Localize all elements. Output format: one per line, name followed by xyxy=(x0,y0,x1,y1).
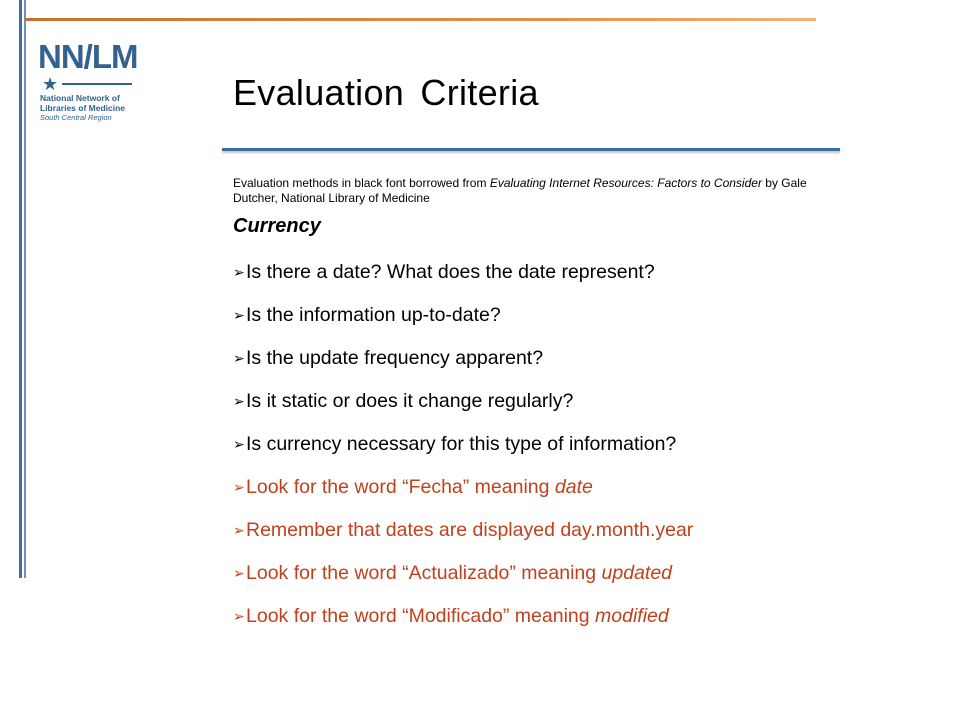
list-item-main: Look for the word “Fecha” meaning xyxy=(246,476,555,498)
logo-bar xyxy=(62,83,132,85)
list-item xyxy=(233,430,853,473)
arrow-bullet-icon: ➢ xyxy=(233,608,245,624)
list-item xyxy=(233,344,853,387)
source-credit xyxy=(233,176,843,206)
top-accent-line xyxy=(26,18,816,21)
list-item-text: Is the information up-to-date? xyxy=(246,304,501,326)
list-item-main: Look for the word “Modificado” meaning xyxy=(246,605,596,627)
logo-star-row xyxy=(38,75,148,93)
arrow-bullet-icon: ➢ xyxy=(233,436,245,452)
list-item-main: Look for the word “Actualizado” meaning xyxy=(246,562,602,584)
list-item-highlight xyxy=(233,559,853,602)
list-item-emphasis: date xyxy=(554,476,593,498)
nnlm-logo xyxy=(38,40,148,123)
arrow-bullet-icon: ➢ xyxy=(233,565,245,581)
list-item-text xyxy=(246,602,669,630)
title-divider xyxy=(222,148,840,151)
star-icon: ★ xyxy=(42,74,59,94)
credit-source-title: Evaluating Internet Resources: Factors to Consider xyxy=(489,176,762,190)
list-item-text: Is it static or does it change regularly? xyxy=(246,390,574,412)
list-item-text xyxy=(246,516,693,544)
logo-line-2: Libraries of Medicine xyxy=(40,103,126,113)
arrow-bullet-icon: ➢ xyxy=(233,479,245,495)
list-item-text: Is there a date? What does the date represent? xyxy=(246,261,655,283)
list-item-emphasis: updated xyxy=(601,562,673,584)
list-item-highlight xyxy=(233,602,853,645)
list-item-highlight xyxy=(233,516,853,559)
credit-prefix: Evaluation methods in black font borrowed from xyxy=(233,176,490,190)
arrow-bullet-icon: ➢ xyxy=(233,264,245,280)
list-item-text xyxy=(246,559,672,587)
list-item-highlight xyxy=(233,473,853,516)
arrow-bullet-icon: ➢ xyxy=(233,350,245,366)
criteria-list xyxy=(233,258,853,645)
list-item xyxy=(233,387,853,430)
credit-suffix: by Gale Dutcher, National Library of Medicine xyxy=(233,176,807,205)
left-border-inner xyxy=(24,0,26,578)
arrow-bullet-icon: ➢ xyxy=(233,522,245,538)
slide-title: Evaluation Criteria xyxy=(233,72,539,113)
list-item-text: Is currency necessary for this type of information? xyxy=(246,433,677,455)
list-item xyxy=(233,258,853,301)
section-heading: Currency xyxy=(233,215,321,237)
left-border-outer xyxy=(19,0,22,578)
list-item-emphasis: modified xyxy=(595,605,669,627)
logo-region: South Central Region xyxy=(40,113,112,122)
list-item-text: Is the update frequency apparent? xyxy=(246,347,544,369)
arrow-bullet-icon: ➢ xyxy=(233,393,245,409)
list-item xyxy=(233,301,853,344)
logo-mark: NN/LM xyxy=(38,38,138,75)
arrow-bullet-icon: ➢ xyxy=(233,307,245,323)
logo-line-1: National Network of xyxy=(40,93,120,103)
list-item-main: Remember that dates are displayed day.month.year xyxy=(246,519,694,541)
list-item-text xyxy=(246,473,593,501)
